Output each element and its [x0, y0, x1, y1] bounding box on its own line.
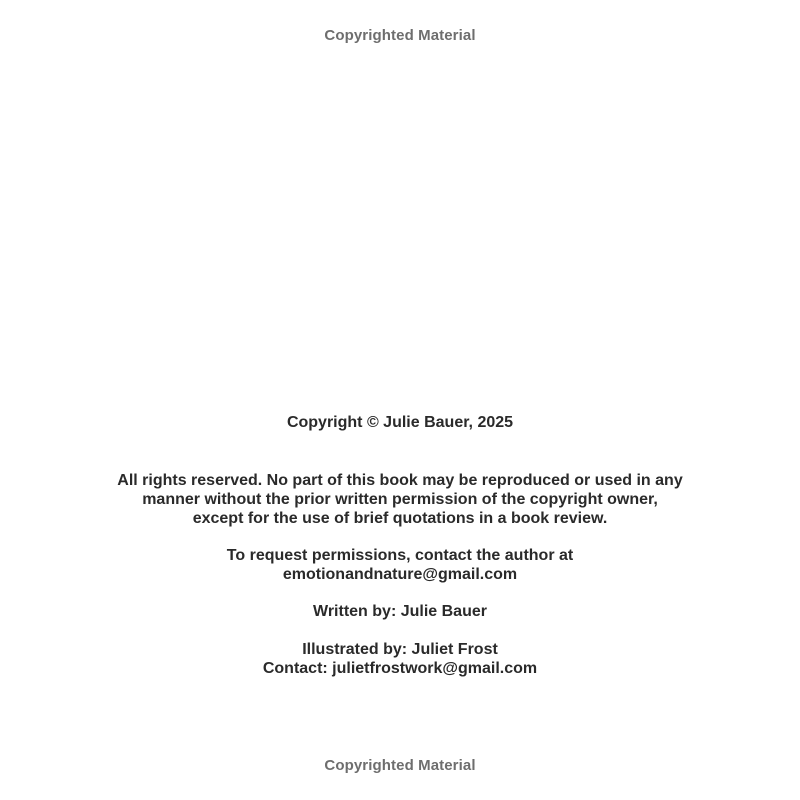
- copyrighted-material-watermark-bottom: Copyrighted Material: [324, 757, 476, 774]
- permissions-paragraph: [0, 546, 800, 584]
- rights-line-1: All rights reserved. No part of this book may be reproduced or used in any: [117, 472, 683, 489]
- permissions-line-1: To request permissions, contact the author at: [226, 547, 574, 564]
- rights-line-3: except for the use of brief quotations in a book review.: [192, 510, 608, 527]
- copyright-notice: [0, 413, 800, 432]
- copyright-line: Copyright © Julie Bauer, 2025: [286, 414, 514, 431]
- illustrator-credit: [0, 640, 800, 678]
- rights-line-2: manner without the prior written permission of the copyright owner,: [142, 491, 658, 508]
- copyrighted-material-watermark-top: Copyrighted Material: [324, 27, 476, 44]
- rights-reserved-paragraph: [0, 471, 800, 528]
- written-by-line: Written by: Julie Bauer: [313, 603, 487, 620]
- illustrator-contact: Contact: julietfrostwork@gmail.com: [262, 660, 538, 677]
- author-email: emotionandnature@gmail.com: [282, 566, 518, 583]
- written-by-credit: [0, 602, 800, 621]
- illustrated-by-line: Illustrated by: Juliet Frost: [302, 641, 498, 658]
